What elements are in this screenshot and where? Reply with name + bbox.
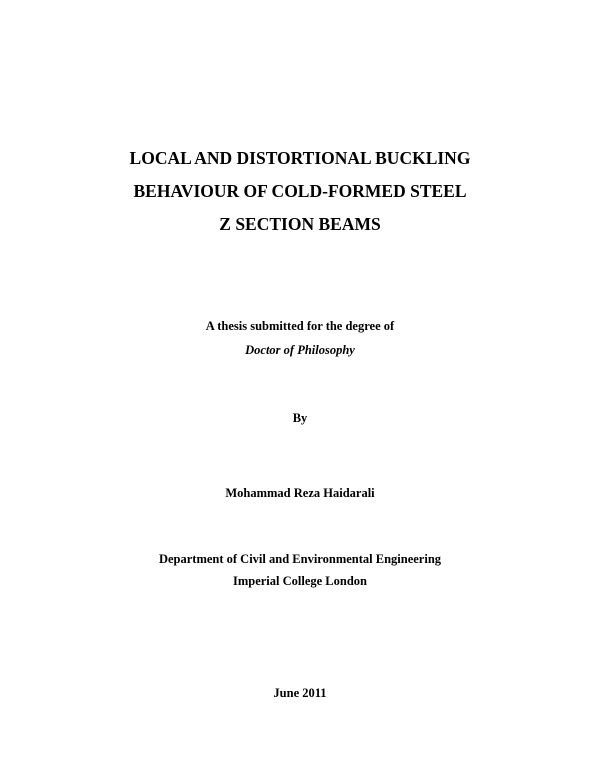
thesis-title-line-3: Z SECTION BEAMS xyxy=(219,214,381,234)
submission-date: June 2011 xyxy=(273,686,327,700)
submission-statement: A thesis submitted for the degree of xyxy=(205,319,395,333)
thesis-title-line-2: BEHAVIOUR OF COLD-FORMED STEEL xyxy=(133,181,467,201)
author-name: Mohammad Reza Haidarali xyxy=(225,486,375,500)
institution-name: Imperial College London xyxy=(232,574,368,588)
department-name: Department of Civil and Environmental Engineering xyxy=(158,552,442,566)
by-label: By xyxy=(292,411,308,425)
degree-name: Doctor of Philosophy xyxy=(245,343,355,357)
thesis-title-line-1: LOCAL AND DISTORTIONAL BUCKLING xyxy=(129,148,471,168)
